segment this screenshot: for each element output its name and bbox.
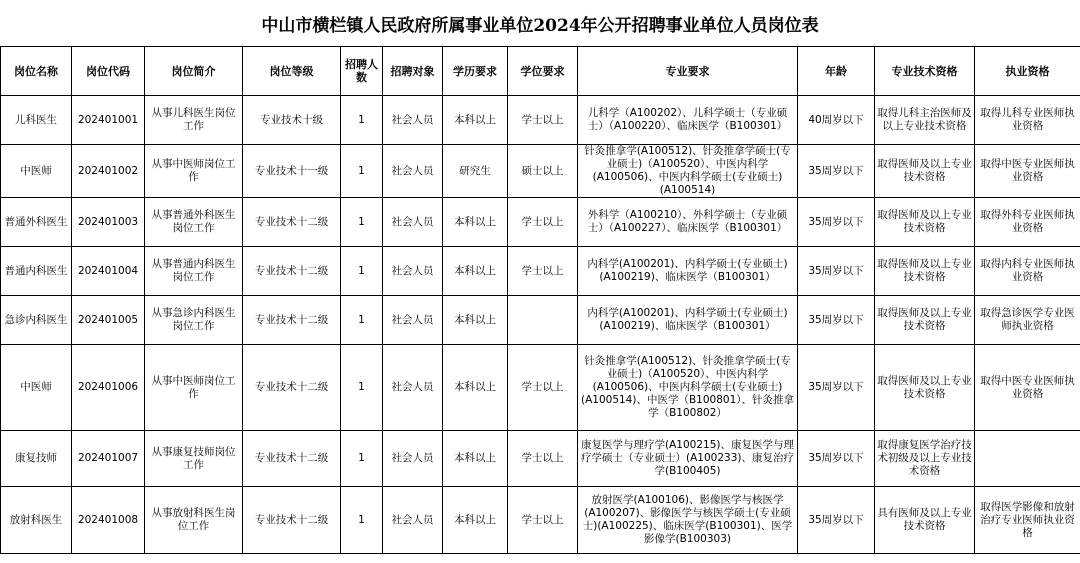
cell-target: 社会人员 xyxy=(383,345,443,431)
positions-table xyxy=(0,46,1080,554)
cell-edu: 本科以上 xyxy=(443,345,508,431)
cell-target: 社会人员 xyxy=(383,198,443,247)
cell-degree: 学士以上 xyxy=(508,431,578,487)
cell-count: 1 xyxy=(341,198,383,247)
cell-edu: 本科以上 xyxy=(443,431,508,487)
header-level: 岗位等级 xyxy=(243,47,341,96)
cell-code: 202401003 xyxy=(72,198,145,247)
cell-code: 202401005 xyxy=(72,296,145,345)
cell-degree xyxy=(508,296,578,345)
cell-name: 康复技师 xyxy=(1,431,72,487)
cell-target: 社会人员 xyxy=(383,96,443,145)
cell-degree: 学士以上 xyxy=(508,487,578,554)
cell-count: 1 xyxy=(341,345,383,431)
cell-tech: 取得儿科主治医师及以上专业技术资格 xyxy=(875,96,975,145)
cell-name: 普通内科医生 xyxy=(1,247,72,296)
table-row xyxy=(1,296,1080,345)
cell-tech: 取得医师及以上专业技术资格 xyxy=(875,198,975,247)
cell-count: 1 xyxy=(341,487,383,554)
cell-license: 取得儿科专业医师执业资格 xyxy=(975,96,1080,145)
cell-level: 专业技术十二级 xyxy=(243,296,341,345)
cell-level: 专业技术十二级 xyxy=(243,247,341,296)
header-target: 招聘对象 xyxy=(383,47,443,96)
cell-edu: 本科以上 xyxy=(443,198,508,247)
cell-degree: 硕士以上 xyxy=(508,145,578,198)
cell-desc: 从事康复技师岗位工作 xyxy=(145,431,243,487)
header-tech: 专业技术资格 xyxy=(875,47,975,96)
cell-major: 放射医学(A100106)、影像医学与核医学(A100207)、影像医学与核医学硕士(专业硕士)(A100225)、临床医学(B100301)、医学影像学(B100303) xyxy=(578,487,798,554)
cell-tech: 取得医师及以上专业技术资格 xyxy=(875,345,975,431)
cell-degree: 学士以上 xyxy=(508,198,578,247)
table-row xyxy=(1,247,1080,296)
cell-license: 取得外科专业医师执业资格 xyxy=(975,198,1080,247)
table-row xyxy=(1,345,1080,431)
cell-major: 内科学(A100201)、内科学硕士(专业硕士)(A100219)、临床医学（B100301） xyxy=(578,296,798,345)
cell-code: 202401004 xyxy=(72,247,145,296)
cell-license: 取得急诊医学专业医师执业资格 xyxy=(975,296,1080,345)
table-row xyxy=(1,198,1080,247)
cell-age: 40周岁以下 xyxy=(798,96,875,145)
cell-desc: 从事普通内科医生岗位工作 xyxy=(145,247,243,296)
cell-level: 专业技术十二级 xyxy=(243,431,341,487)
cell-tech: 取得医师及以上专业技术资格 xyxy=(875,145,975,198)
header-desc: 岗位简介 xyxy=(145,47,243,96)
cell-count: 1 xyxy=(341,247,383,296)
header-age: 年龄 xyxy=(798,47,875,96)
cell-license xyxy=(975,431,1080,487)
table-row xyxy=(1,96,1080,145)
cell-name: 普通外科医生 xyxy=(1,198,72,247)
header-code: 岗位代码 xyxy=(72,47,145,96)
cell-name: 急诊内科医生 xyxy=(1,296,72,345)
cell-degree: 学士以上 xyxy=(508,345,578,431)
page-title: 中山市横栏镇人民政府所属事业单位2024年公开招聘事业单位人员岗位表 xyxy=(261,15,819,36)
cell-edu: 研究生 xyxy=(443,145,508,198)
cell-age: 35周岁以下 xyxy=(798,296,875,345)
cell-desc: 从事中医师岗位工作 xyxy=(145,345,243,431)
table-header-row xyxy=(1,47,1080,96)
cell-target: 社会人员 xyxy=(383,247,443,296)
cell-major: 针灸推拿学(A100512)、针灸推拿学硕士(专业硕士)（A100520）、中医内科学(A100506)、中医内科学硕士(专业硕士)(A100514) xyxy=(578,145,798,198)
cell-major: 内科学(A100201)、内科学硕士(专业硕士)(A100219)、临床医学（B100301） xyxy=(578,247,798,296)
header-degree: 学位要求 xyxy=(508,47,578,96)
cell-target: 社会人员 xyxy=(383,145,443,198)
cell-name: 儿科医生 xyxy=(1,96,72,145)
cell-code: 202401007 xyxy=(72,431,145,487)
cell-level: 专业技术十一级 xyxy=(243,145,341,198)
cell-name: 中医师 xyxy=(1,145,72,198)
cell-edu: 本科以上 xyxy=(443,96,508,145)
cell-major: 外科学（A100210）、外科学硕士（专业硕士）（A100227）、临床医学（B100301） xyxy=(578,198,798,247)
cell-target: 社会人员 xyxy=(383,487,443,554)
cell-level: 专业技术十级 xyxy=(243,96,341,145)
cell-edu: 本科以上 xyxy=(443,247,508,296)
cell-tech: 取得医师及以上专业技术资格 xyxy=(875,296,975,345)
cell-major: 针灸推拿学(A100512)、针灸推拿学硕士(专业硕士)（A100520）、中医内科学(A100506)、中医内科学硕士(专业硕士)(A100514)、中医学（B100801）、针灸推拿学（B100802） xyxy=(578,345,798,431)
cell-tech: 具有医师及以上专业技术资格 xyxy=(875,487,975,554)
cell-code: 202401008 xyxy=(72,487,145,554)
cell-code: 202401001 xyxy=(72,96,145,145)
cell-desc: 从事放射科医生岗位工作 xyxy=(145,487,243,554)
cell-name: 中医师 xyxy=(1,345,72,431)
cell-edu: 本科以上 xyxy=(443,487,508,554)
cell-license: 取得中医专业医师执业资格 xyxy=(975,345,1080,431)
table-row xyxy=(1,487,1080,554)
cell-license: 取得医学影像和放射治疗专业医师执业资格 xyxy=(975,487,1080,554)
cell-target: 社会人员 xyxy=(383,296,443,345)
header-count: 招聘人数 xyxy=(341,47,383,96)
header-edu: 学历要求 xyxy=(443,47,508,96)
cell-age: 35周岁以下 xyxy=(798,198,875,247)
cell-level: 专业技术十二级 xyxy=(243,487,341,554)
cell-age: 35周岁以下 xyxy=(798,431,875,487)
cell-age: 35周岁以下 xyxy=(798,345,875,431)
cell-level: 专业技术十二级 xyxy=(243,345,341,431)
header-name: 岗位名称 xyxy=(1,47,72,96)
cell-desc: 从事儿科医生岗位工作 xyxy=(145,96,243,145)
cell-tech: 取得康复医学治疗技术初级及以上专业技术资格 xyxy=(875,431,975,487)
cell-count: 1 xyxy=(341,431,383,487)
cell-degree: 学士以上 xyxy=(508,247,578,296)
cell-code: 202401002 xyxy=(72,145,145,198)
cell-code: 202401006 xyxy=(72,345,145,431)
header-license: 执业资格 xyxy=(975,47,1080,96)
header-major: 专业要求 xyxy=(578,47,798,96)
cell-level: 专业技术十二级 xyxy=(243,198,341,247)
cell-tech: 取得医师及以上专业技术资格 xyxy=(875,247,975,296)
table-row xyxy=(1,431,1080,487)
cell-desc: 从事中医师岗位工作 xyxy=(145,145,243,198)
cell-major: 康复医学与理疗学(A100215)、康复医学与理疗学硕士（专业硕士）(A100233)、康复治疗学(B100405) xyxy=(578,431,798,487)
table-row xyxy=(1,145,1080,198)
cell-desc: 从事普通外科医生岗位工作 xyxy=(145,198,243,247)
cell-age: 35周岁以下 xyxy=(798,487,875,554)
cell-degree: 学士以上 xyxy=(508,96,578,145)
cell-count: 1 xyxy=(341,96,383,145)
cell-desc: 从事急诊内科医生岗位工作 xyxy=(145,296,243,345)
cell-count: 1 xyxy=(341,145,383,198)
cell-age: 35周岁以下 xyxy=(798,145,875,198)
cell-license: 取得内科专业医师执业资格 xyxy=(975,247,1080,296)
cell-license: 取得中医专业医师执业资格 xyxy=(975,145,1080,198)
cell-age: 35周岁以下 xyxy=(798,247,875,296)
cell-name: 放射科医生 xyxy=(1,487,72,554)
cell-count: 1 xyxy=(341,296,383,345)
cell-major: 儿科学（A100202）、儿科学硕士（专业硕士）（A100220）、临床医学（B100301） xyxy=(578,96,798,145)
cell-edu: 本科以上 xyxy=(443,296,508,345)
cell-target: 社会人员 xyxy=(383,431,443,487)
